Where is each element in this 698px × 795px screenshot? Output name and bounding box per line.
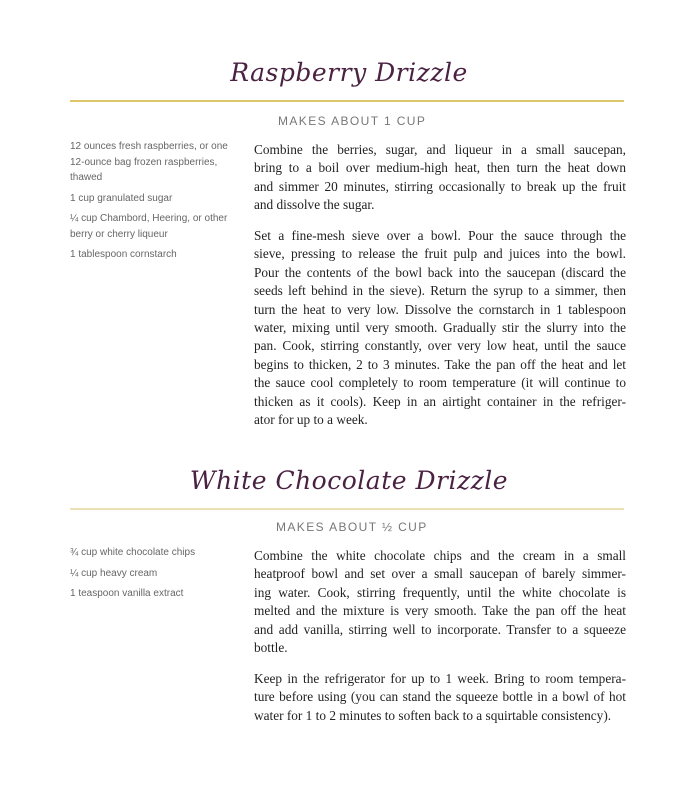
instruction-paragraph	[254, 547, 626, 657]
text-line: melted and the mixture is very smooth. Take the pan off the heat	[254, 603, 626, 619]
text-line: begins to thicken, 2 to 3 minutes. Take the pan off the heat and let	[254, 356, 626, 372]
ingredient-list	[70, 545, 240, 607]
text-line: and dissolve the sugar.	[254, 197, 375, 213]
recipe-title: White Chocolate Drizzle	[189, 466, 509, 495]
instruction-paragraph	[254, 141, 626, 215]
text-line: and add vanilla, stirring well to incorporate. Transfer to a squeeze	[254, 621, 626, 637]
instructions	[254, 141, 626, 442]
ingredient-list	[70, 139, 240, 268]
text-line: seeds left behind in the sieve). Return the syrup to a simmer, then	[254, 283, 626, 299]
text-line: sieve, pressing to release the fruit pulp and juices into the bowl.	[254, 246, 626, 262]
text-line: pan. Cook, stirring constantly, over very low heat, until the sauce	[254, 338, 626, 354]
text-line: water, mixing until very smooth. Gradually stir the slurry into the	[254, 320, 626, 336]
recipe-yield: MAKES ABOUT 1 CUP	[278, 114, 427, 128]
recipe-yield: MAKES ABOUT ½ CUP	[276, 520, 428, 534]
text-line: the sauce cool completely to room temperature (it will continue to	[254, 375, 626, 391]
text-line: turn the heat to very low. Dissolve the cornstarch in 1 tablespoon	[254, 301, 626, 317]
ingredient-item: 1 teaspoon vanilla extract	[70, 588, 184, 599]
instructions	[254, 547, 626, 738]
text-line: ing water. Cook, stirring frequently, until the white chocolate is	[254, 584, 626, 600]
ingredient-item: 1 cup granulated sugar	[70, 192, 173, 204]
ingredient-item: 12 ounces fresh raspberries, or one 12-ounce bag frozen raspberries, thawed	[70, 141, 228, 183]
text-line: Combine the berries, sugar, and liqueur in a small saucepan,	[254, 142, 626, 157]
text-line: bring to a boil over medium-high heat, then turn the heat down	[254, 160, 626, 176]
text-line: thicken as it cools). Keep in an airtight container in the refriger-	[254, 393, 626, 409]
text-line: bottle.	[254, 639, 288, 655]
ingredient-item: ¾ cup white chocolate chips	[70, 547, 196, 558]
ingredient-item: ¼ cup heavy cream	[70, 567, 158, 579]
text-line: and simmer 20 minutes, stirring occasionally to break up the fruit	[254, 178, 626, 194]
instruction-paragraph	[254, 227, 626, 429]
text-line: Combine the white chocolate chips and the cream in a small	[254, 548, 626, 563]
ingredient-item: 1 tablespoon cornstarch	[70, 249, 177, 260]
text-line: heatproof bowl and set over a small saucepan of barely simmer-	[254, 566, 626, 582]
text-line: Keep in the refrigerator for up to 1 week. Bring to room tempera-	[254, 670, 626, 686]
text-line: water for 1 to 2 minutes to soften back to a squirtable consistency).	[254, 707, 612, 723]
text-line: Pour the contents of the bowl back into the saucepan (discard the	[254, 264, 626, 280]
text-line: ture before using (you can stand the squeeze bottle in a bowl of hot	[254, 689, 626, 705]
recipe-title: Raspberry Drizzle	[230, 58, 468, 87]
text-line: ator for up to a week.	[254, 411, 368, 427]
text-line: Set a fine-mesh sieve over a bowl. Pour the sauce through the	[254, 228, 626, 244]
divider	[70, 508, 624, 510]
instruction-paragraph	[254, 670, 626, 725]
ingredient-item: ¼ cup Chambord, Heering, or other berry or cherry liqueur	[70, 213, 228, 240]
divider	[70, 100, 624, 102]
